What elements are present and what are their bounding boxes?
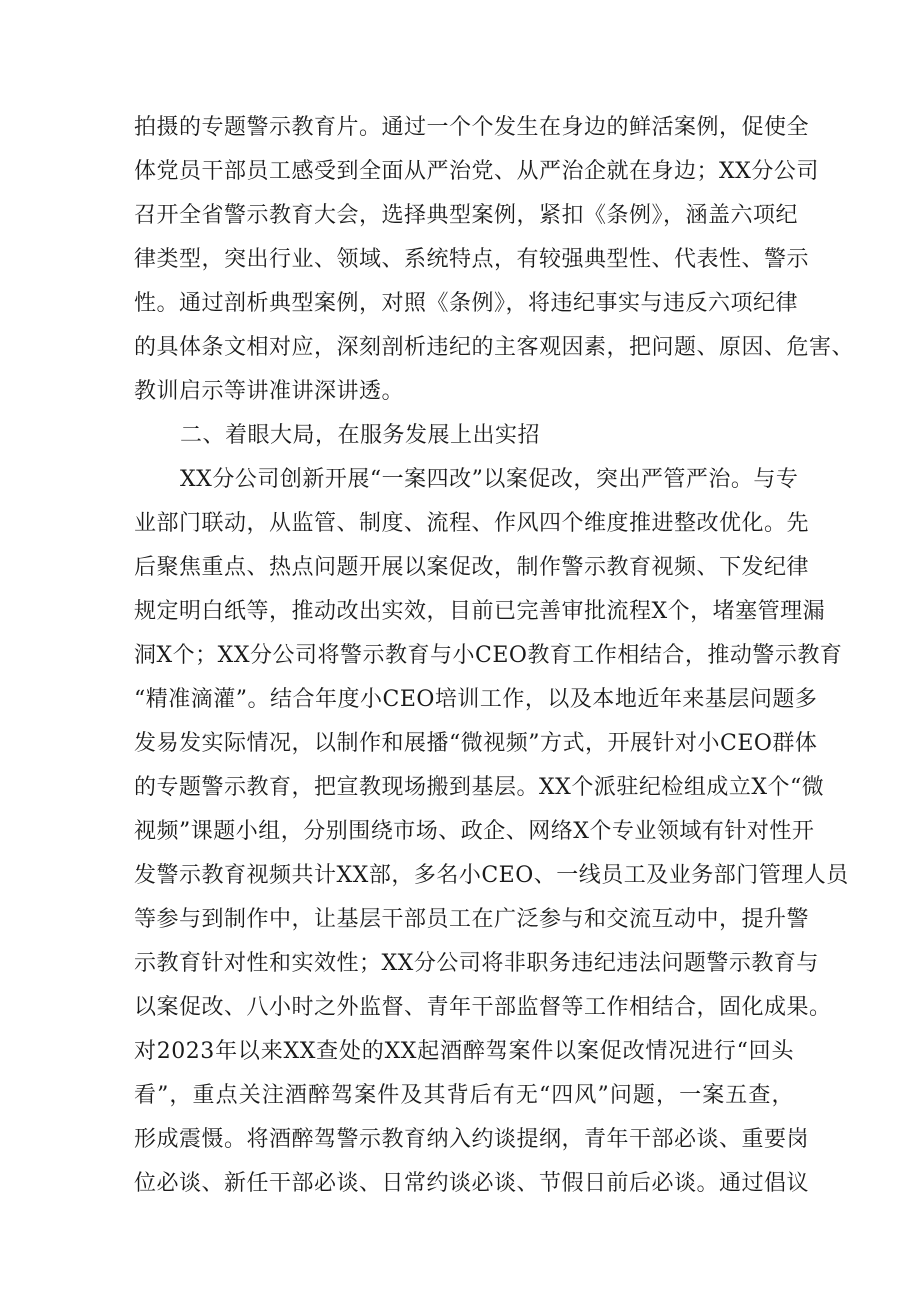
text-line: 律类型，突出行业、领域、系统特点，有较强典型性、代表性、警示 (134, 247, 810, 272)
text-line: 发易发实际情况，以制作和展播“微视频”方式，开展针对小CEO群体 (134, 731, 818, 756)
text-line: XX分公司创新开展“一案四改”以案促改，突出严管严治。与专 (180, 467, 799, 492)
text-line: 性。通过剖析典型案例，对照《条例》，将违纪事实与违反六项纪律 (134, 291, 799, 316)
text-line: 体党员干部员工感受到全面从严治党、从严治企就在身边；XX分公司 (134, 159, 819, 184)
text-line: 业部门联动，从监管、制度、流程、作风四个维度推进整改优化。先 (134, 511, 810, 536)
text-line: 拍摄的专题警示教育片。通过一个个发生在身边的鲜活案例，促使全 (134, 115, 810, 140)
text-line: 看”，重点关注酒醉驾案件及其背后有无“四风”问题，一案五查， (134, 1083, 794, 1108)
text-line: 洞X个；XX分公司将警示教育与小CEO教育工作相结合，推动警示教育 (134, 643, 843, 668)
text-line: 对2023年以来XX查处的XX起酒醉驾案件以案促改情况进行“回头 (134, 1039, 794, 1064)
text-line: 教训启示等讲准讲深讲透。 (134, 379, 405, 404)
text-line: 视频”课题小组，分别围绕市场、政企、网络X个专业领域有针对性开 (134, 819, 815, 844)
text-line: 的专题警示教育，把宣教现场搬到基层。XX个派驻纪检组成立X个“微 (134, 775, 825, 800)
text-line: 等参与到制作中，让基层干部员工在广泛参与和交流互动中，提升警 (134, 907, 810, 932)
text-line: “精准滴灌”。结合年度小CEO培训工作，以及本地近年来基层问题多 (134, 687, 818, 712)
text-line: 形成震慑。将酒醉驾警示教育纳入约谈提纲，青年干部必谈、重要岗 (134, 1127, 810, 1152)
text-line: 召开全省警示教育大会，选择典型案例，紧扣《条例》，涵盖六项纪 (134, 203, 799, 228)
text-line: 以案促改、八小时之外监督、青年干部监督等工作相结合，固化成果。 (134, 995, 832, 1020)
text-line: 规定明白纸等，推动改出实效，目前已完善审批流程X个，堵塞管理漏 (134, 599, 826, 624)
text-line: 示教育针对性和实效性；XX分公司将非职务违纪违法问题警示教育与 (134, 951, 819, 976)
text-line: 位必谈、新任干部必谈、日常约谈必谈、节假日前后必谈。通过倡议 (134, 1171, 810, 1196)
text-line: 发警示教育视频共计XX部，多名小CEO、一线员工及业务部门管理人员 (134, 863, 849, 888)
text-line: 后聚焦重点、热点问题开展以案促改，制作警示教育视频、下发纪律 (134, 555, 810, 580)
section-heading: 二、着眼大局，在服务发展上出实招 (180, 423, 541, 448)
text-line: 的具体条文相对应，深刻剖析违纪的主客观因素，把问题、原因、危害、 (134, 335, 855, 360)
